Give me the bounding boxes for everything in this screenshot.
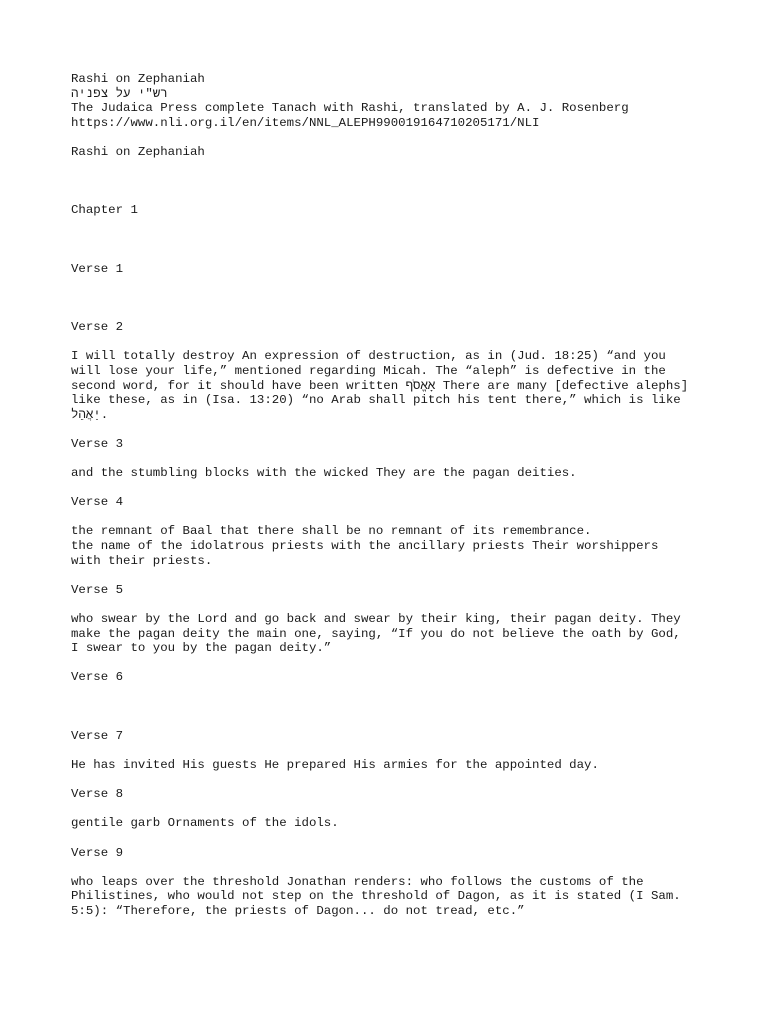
commentary-line: who leaps over the threshold Jonathan renders: who follows the customs of the	[71, 874, 644, 889]
commentary-line: with their priests.	[71, 553, 213, 568]
verse-3-commentary	[71, 466, 711, 481]
verse-4-commentary	[71, 524, 711, 568]
verse-6-heading: Verse 6	[71, 670, 124, 685]
verse-8-commentary	[71, 816, 711, 831]
verse-8-heading: Verse 8	[71, 787, 124, 802]
chapter-heading: Chapter 1	[71, 203, 138, 218]
verse-5-commentary	[71, 612, 711, 656]
commentary-line: I will totally destroy An expression of destruction, as in (Jud. 18:25) “and you	[71, 349, 666, 364]
commentary-line: make the pagan deity the main one, saying, “If you do not believe the oath by God,	[71, 626, 681, 641]
verse-7-heading: Verse 7	[71, 728, 124, 743]
commentary-line: who swear by the Lord and go back and swear by their king, their pagan deity. They	[71, 612, 681, 627]
document-page	[71, 72, 711, 919]
commentary-line: gentile garb Ornaments of the idols.	[71, 816, 339, 831]
verse-5-heading: Verse 5	[71, 582, 124, 597]
verse-9-commentary	[71, 875, 711, 919]
commentary-line: and the stumbling blocks with the wicked They are the pagan deities.	[71, 466, 577, 481]
commentary-line: I swear to you by the pagan deity.”	[71, 641, 332, 656]
source-citation: The Judaica Press complete Tanach with Rashi, translated by A. J. Rosenberg	[71, 101, 629, 116]
source-url: https://www.nli.org.il/en/items/NNL_ALEPH990019164710205171/NLI	[71, 115, 540, 130]
verse-2-heading: Verse 2	[71, 320, 124, 335]
hebrew-title: רש"י על צפניה	[71, 86, 168, 101]
verse-3-heading: Verse 3	[71, 436, 124, 451]
commentary-line: the remnant of Baal that there shall be no remnant of its remembrance.	[71, 524, 592, 539]
verse-9-heading: Verse 9	[71, 845, 124, 860]
document-subtitle: Rashi on Zephaniah	[71, 144, 205, 159]
commentary-line: 5:5): “Therefore, the priests of Dagon... do not tread, etc.”	[71, 903, 525, 918]
commentary-line: like these, as in (Isa. 13:20) “no Arab shall pitch his tent there,” which is like	[71, 393, 681, 408]
verse-1-heading: Verse 1	[71, 261, 124, 276]
commentary-line: second word, for it should have been written אָאֱסֹף There are many [defective alephs]	[71, 378, 689, 393]
commentary-line: the name of the idolatrous priests with the ancillary priests Their worshippers	[71, 539, 659, 554]
commentary-line: יַאֲהֵל.	[71, 407, 109, 422]
verse-4-heading: Verse 4	[71, 495, 124, 510]
verse-7-commentary	[71, 758, 711, 773]
verse-2-commentary	[71, 349, 711, 422]
commentary-line: will lose your life,” mentioned regarding Micah. The “aleph” is defective in the	[71, 363, 666, 378]
commentary-line: He has invited His guests He prepared His armies for the appointed day.	[71, 757, 599, 772]
commentary-line: Philistines, who would not step on the threshold of Dagon, as it is stated (I Sam.	[71, 889, 681, 904]
document-title: Rashi on Zephaniah	[71, 72, 205, 86]
